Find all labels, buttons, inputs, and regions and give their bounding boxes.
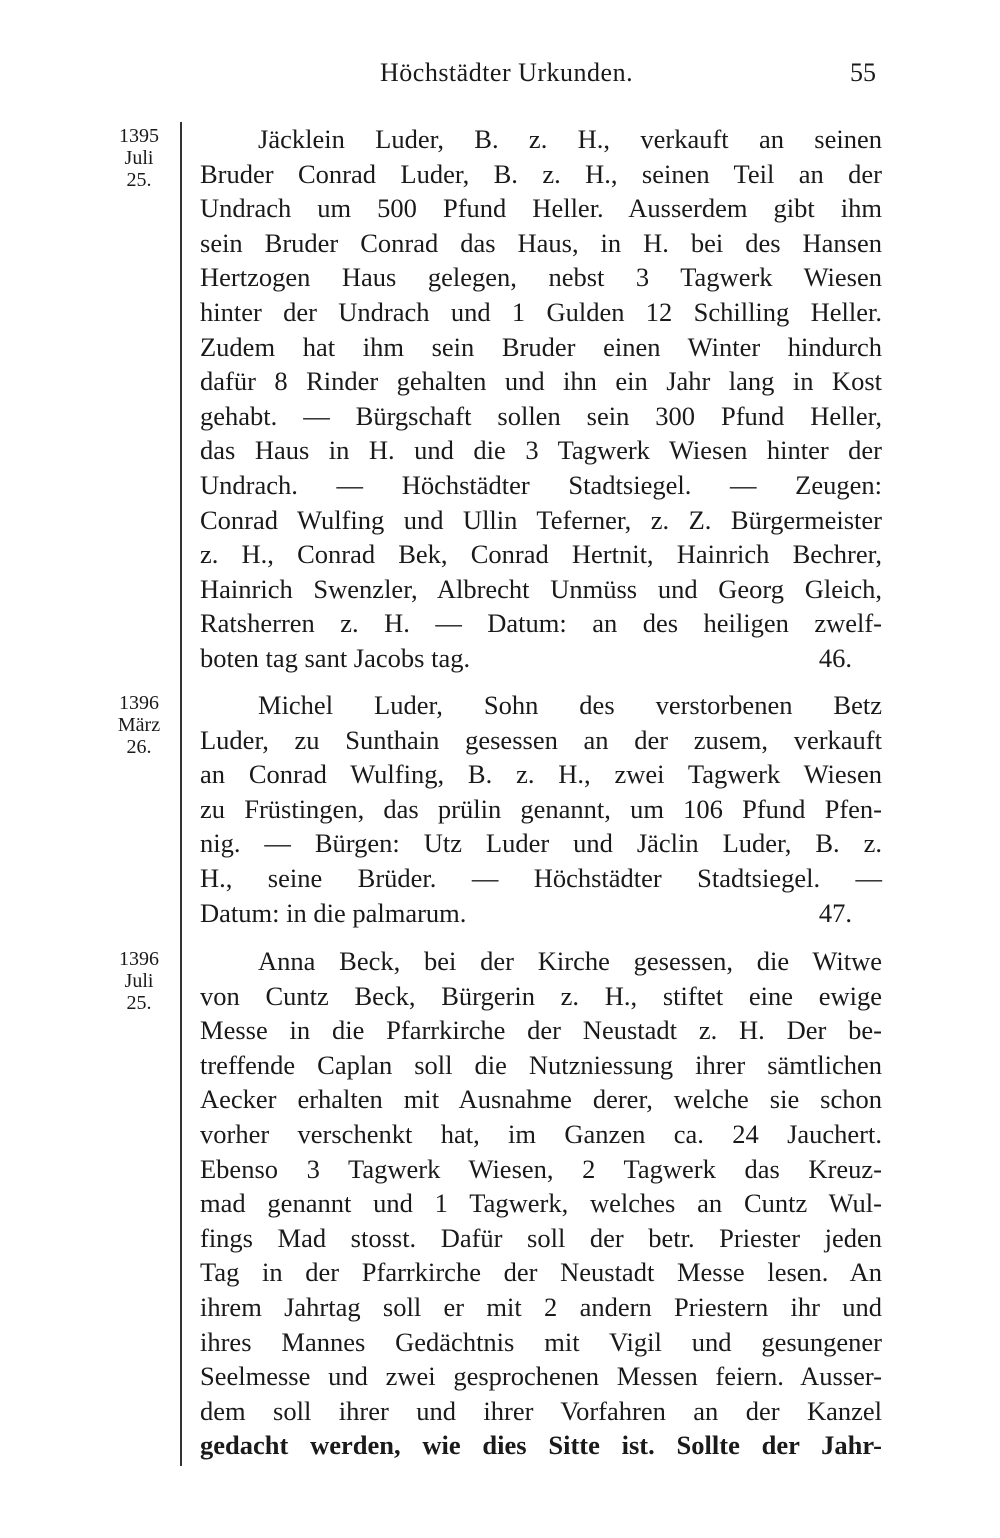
text-line: Conrad Wulfing und Ullin Teferner, z. Z. Bürgermeister <box>200 504 882 535</box>
text-line: von Cuntz Beck, Bürgerin z. H., stiftet eine ewige <box>200 980 882 1011</box>
text-line: Datum: in die palmarum. <box>200 897 467 928</box>
text-line: mad genannt und 1 Tagwerk, welches an Cuntz Wul- <box>200 1188 882 1219</box>
entry-number: 46. <box>818 642 852 673</box>
date-month: März <box>117 714 161 736</box>
text-line: Ratsherren z. H. — Datum: an des heiligen zwelf- <box>200 608 882 639</box>
date-year: 1396 <box>119 948 159 970</box>
text-line: das Haus in H. und die 3 Tagwerk Wiesen hinter der <box>200 435 882 466</box>
date-month: Juli <box>124 147 154 169</box>
text-line: ihrem Jahrtag soll er mit 2 andern Priestern ihr und <box>200 1291 882 1322</box>
running-title: Höchstädter Urkunden. <box>380 58 634 87</box>
entry-number: 47. <box>818 897 852 928</box>
text-line: vorher verschenkt hat, im Ganzen ca. 24 Jauchert. <box>200 1118 882 1149</box>
entry-1 <box>200 122 882 676</box>
entry-3 <box>200 944 882 1463</box>
date-day: 25. <box>126 992 152 1014</box>
text-line: Undrach um 500 Pfund Heller. Ausserdem gibt ihm <box>200 193 882 224</box>
text-line: Luder, zu Sunthain gesessen an der zusem, verkauft <box>200 724 882 755</box>
date-day: 25. <box>126 169 152 191</box>
text-line: sein Bruder Conrad das Haus, in H. bei des Hansen <box>200 227 882 258</box>
date-day: 26. <box>126 736 152 758</box>
entry-2 <box>200 688 882 930</box>
text-line: gedacht werden, wie dies Sitte ist. Sollte der Jahr- <box>200 1430 882 1461</box>
entry-date-3 <box>102 948 176 1014</box>
text-line: z. H., Conrad Bek, Conrad Hertnit, Hainrich Bechrer, <box>200 539 882 570</box>
page-number: 55 <box>850 58 876 87</box>
entry-date-2 <box>102 692 176 758</box>
text-line: Seelmesse und zwei gesprochenen Messen feiern. Ausser- <box>200 1361 882 1392</box>
text-line: Anna Beck, bei der Kirche gesessen, die Witwe <box>258 946 882 976</box>
text-line-final <box>200 641 882 676</box>
text-line: dafür 8 Rinder gehalten und ihn ein Jahr lang in Kost <box>200 366 882 397</box>
text-line: Aecker erhalten mit Ausnahme derer, welche sie schon <box>200 1084 882 1115</box>
margin-rule <box>180 122 182 1466</box>
date-year: 1396 <box>119 692 159 714</box>
text-line: fings Mad stosst. Dafür soll der betr. Priester jeden <box>200 1222 882 1253</box>
text-line: Hertzogen Haus gelegen, nebst 3 Tagwerk Wiesen <box>200 262 882 293</box>
text-line: nig. — Bürgen: Utz Luder und Jäclin Luder, B. z. <box>200 828 882 859</box>
text-line: gehabt. — Bürgschaft sollen sein 300 Pfund Heller, <box>200 400 882 431</box>
text-line: treffende Caplan soll die Nutzniessung ihrer sämtlichen <box>200 1049 882 1080</box>
text-line: ihres Mannes Gedächtnis mit Vigil und gesungener <box>200 1326 882 1357</box>
text-line: Zudem hat ihm sein Bruder einen Winter hindurch <box>200 331 882 362</box>
text-line: hinter der Undrach und 1 Gulden 12 Schilling Heller. <box>200 296 882 327</box>
date-month: Juli <box>124 970 154 992</box>
text-line: H., seine Brüder. — Höchstädter Stadtsiegel. — <box>200 862 882 893</box>
text-line: Michel Luder, Sohn des verstorbenen Betz <box>258 690 882 720</box>
date-year: 1395 <box>119 125 159 147</box>
text-line: Messe in die Pfarrkirche der Neustadt z. H. Der be- <box>200 1015 882 1046</box>
text-line: Jäcklein Luder, B. z. H., verkauft an seinen <box>258 124 882 154</box>
text-line: Undrach. — Höchstädter Stadtsiegel. — Zeugen: <box>200 469 882 500</box>
text-line: Tag in der Pfarrkirche der Neustadt Messe lesen. An <box>200 1257 882 1288</box>
text-line: Hainrich Swenzler, Albrecht Unmüss und Georg Gleich, <box>200 573 882 604</box>
text-line: Ebenso 3 Tagwerk Wiesen, 2 Tagwerk das Kreuz- <box>200 1153 882 1184</box>
text-line: Bruder Conrad Luder, B. z. H., seinen Teil an der <box>200 158 882 189</box>
text-line: zu Früstingen, das prülin genannt, um 106 Pfund Pfen- <box>200 793 882 824</box>
text-line: dem soll ihrer und ihrer Vorfahren an der Kanzel <box>200 1395 882 1426</box>
page-header <box>0 58 1000 98</box>
entry-date-1 <box>102 125 176 191</box>
text-line: boten tag sant Jacobs tag. <box>200 642 471 673</box>
text-line: an Conrad Wulfing, B. z. H., zwei Tagwerk Wiesen <box>200 759 882 790</box>
text-line-final <box>200 896 882 931</box>
